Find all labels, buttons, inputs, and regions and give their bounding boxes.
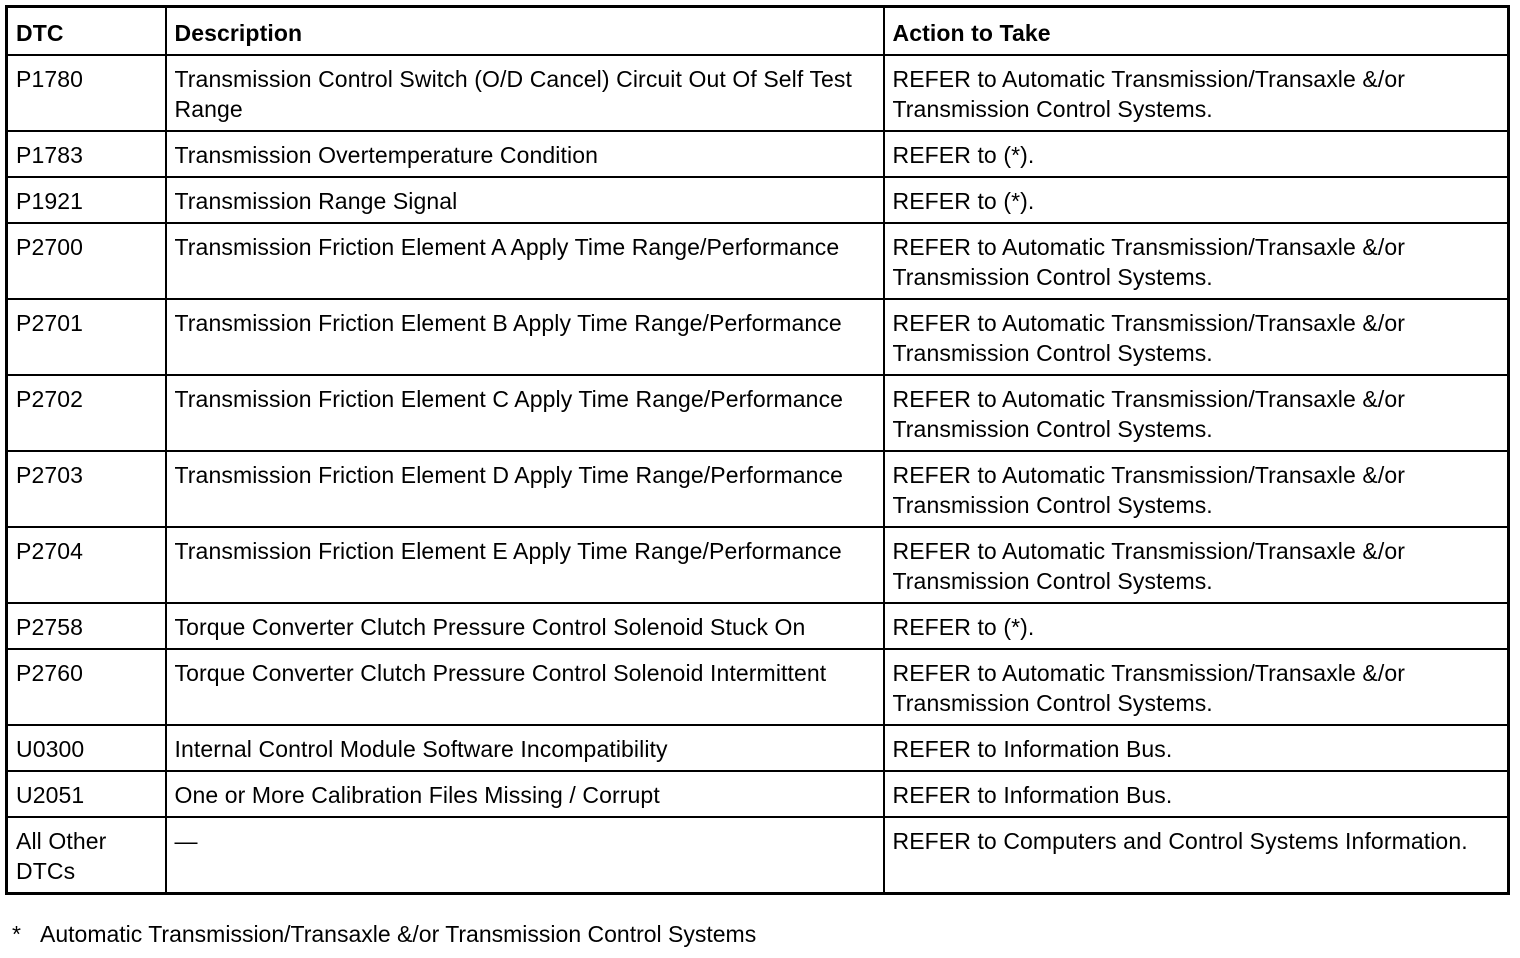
table-header-row	[7, 7, 1509, 56]
cell-dtc: P2700	[7, 223, 166, 299]
table-row	[7, 603, 1509, 649]
cell-dtc: P1921	[7, 177, 166, 223]
table-row	[7, 649, 1509, 725]
dtc-table	[5, 5, 1510, 895]
cell-dtc: U0300	[7, 725, 166, 771]
cell-dtc: P2703	[7, 451, 166, 527]
cell-action: REFER to Automatic Transmission/Transaxle &/or Transmission Control Systems.	[884, 375, 1509, 451]
table-row	[7, 375, 1509, 451]
header-dtc: DTC	[7, 7, 166, 56]
table-row	[7, 131, 1509, 177]
table-row	[7, 177, 1509, 223]
cell-action: REFER to (*).	[884, 131, 1509, 177]
cell-dtc: P1780	[7, 55, 166, 131]
cell-description: One or More Calibration Files Missing / Corrupt	[166, 771, 884, 817]
cell-dtc: P2702	[7, 375, 166, 451]
header-description: Description	[166, 7, 884, 56]
cell-dtc: U2051	[7, 771, 166, 817]
cell-dtc: P1783	[7, 131, 166, 177]
cell-action: REFER to Information Bus.	[884, 725, 1509, 771]
cell-description: Transmission Friction Element A Apply Time Range/Performance	[166, 223, 884, 299]
table-row	[7, 725, 1509, 771]
table-row	[7, 299, 1509, 375]
cell-description: Transmission Friction Element B Apply Time Range/Performance	[166, 299, 884, 375]
cell-dtc: P2701	[7, 299, 166, 375]
cell-dtc: P2760	[7, 649, 166, 725]
table-row	[7, 527, 1509, 603]
cell-description: Transmission Overtemperature Condition	[166, 131, 884, 177]
table-row	[7, 817, 1509, 894]
footnote-mark: *	[12, 921, 21, 947]
footnote-text: Automatic Transmission/Transaxle &/or Transmission Control Systems	[40, 921, 757, 947]
cell-description: Transmission Friction Element D Apply Time Range/Performance	[166, 451, 884, 527]
cell-action: REFER to (*).	[884, 603, 1509, 649]
footnote	[12, 919, 756, 949]
cell-description: Torque Converter Clutch Pressure Control Solenoid Stuck On	[166, 603, 884, 649]
table-row	[7, 771, 1509, 817]
cell-description: Transmission Range Signal	[166, 177, 884, 223]
cell-action: REFER to Automatic Transmission/Transaxle &/or Transmission Control Systems.	[884, 649, 1509, 725]
table-row	[7, 55, 1509, 131]
cell-dtc: P2758	[7, 603, 166, 649]
cell-description: —	[166, 817, 884, 894]
cell-action: REFER to Computers and Control Systems Information.	[884, 817, 1509, 894]
cell-action: REFER to Automatic Transmission/Transaxle &/or Transmission Control Systems.	[884, 527, 1509, 603]
cell-description: Internal Control Module Software Incompatibility	[166, 725, 884, 771]
cell-action: REFER to Information Bus.	[884, 771, 1509, 817]
cell-description: Transmission Control Switch (O/D Cancel) Circuit Out Of Self Test Range	[166, 55, 884, 131]
cell-description: Transmission Friction Element C Apply Time Range/Performance	[166, 375, 884, 451]
cell-action: REFER to Automatic Transmission/Transaxle &/or Transmission Control Systems.	[884, 451, 1509, 527]
dtc-table-container	[5, 5, 1507, 895]
cell-description: Transmission Friction Element E Apply Time Range/Performance	[166, 527, 884, 603]
table-row	[7, 451, 1509, 527]
cell-dtc: P2704	[7, 527, 166, 603]
cell-action: REFER to Automatic Transmission/Transaxle &/or Transmission Control Systems.	[884, 55, 1509, 131]
cell-action: REFER to Automatic Transmission/Transaxle &/or Transmission Control Systems.	[884, 299, 1509, 375]
table-row	[7, 223, 1509, 299]
cell-action: REFER to (*).	[884, 177, 1509, 223]
cell-description: Torque Converter Clutch Pressure Control Solenoid Intermittent	[166, 649, 884, 725]
cell-action: REFER to Automatic Transmission/Transaxle &/or Transmission Control Systems.	[884, 223, 1509, 299]
header-action: Action to Take	[884, 7, 1509, 56]
cell-dtc: All Other DTCs	[7, 817, 166, 894]
